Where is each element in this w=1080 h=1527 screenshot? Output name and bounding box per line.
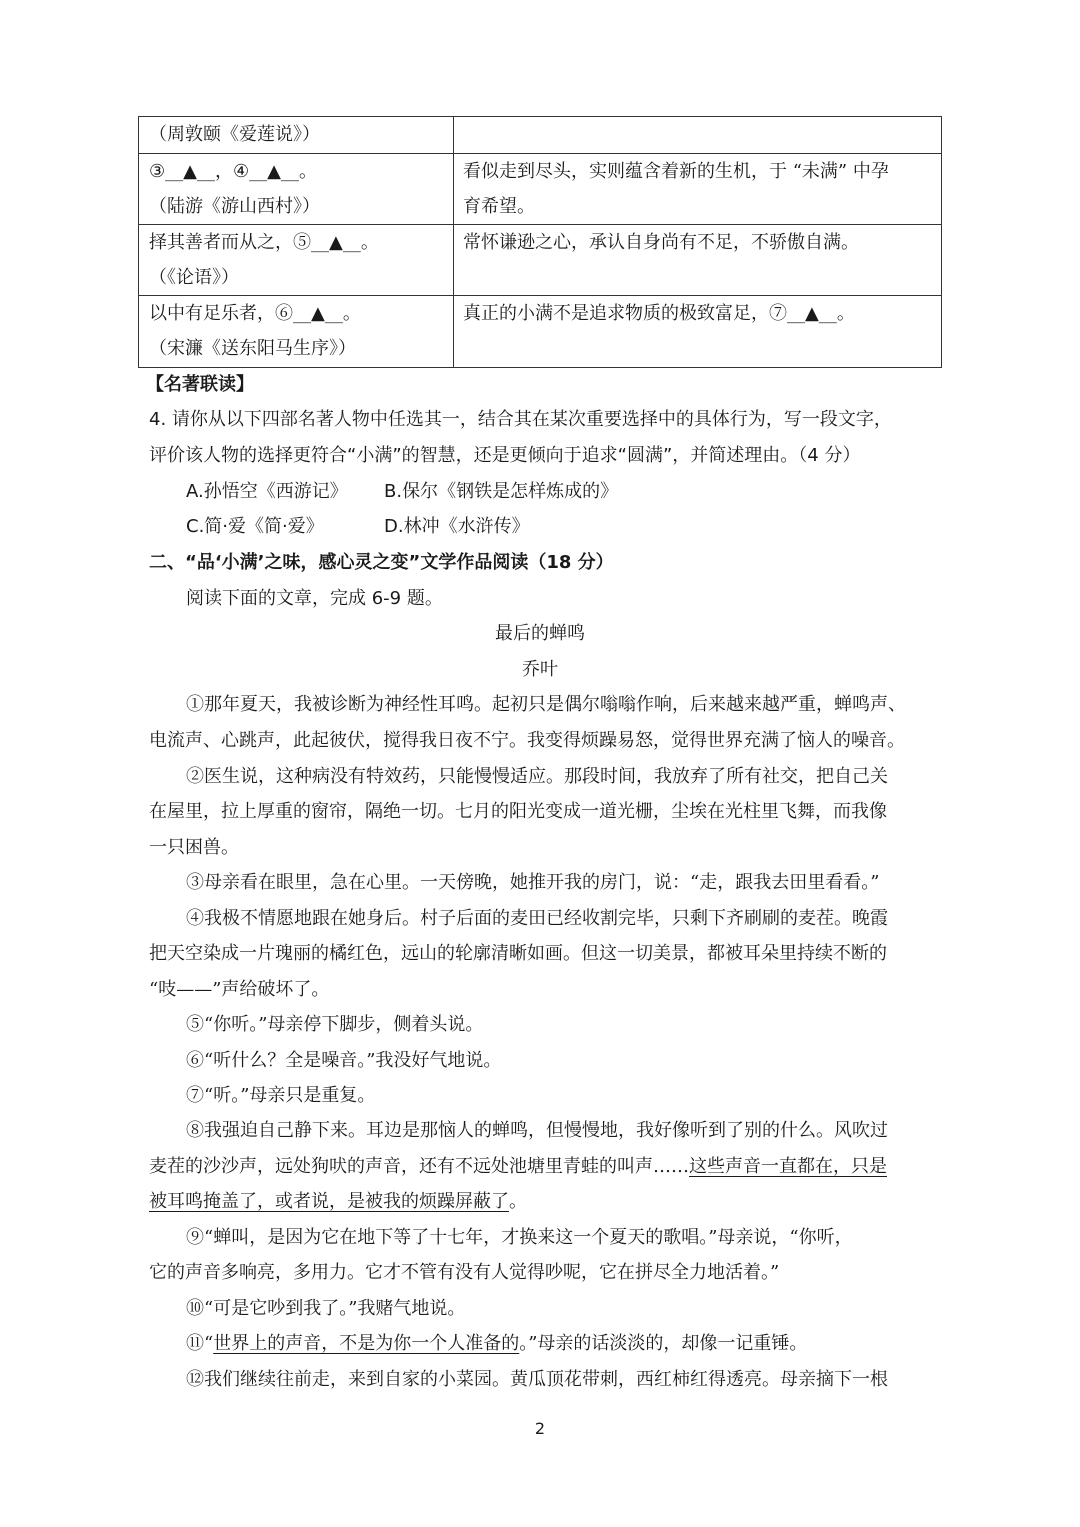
paragraph-line: ⑨“蝉叫，是因为它在地下等了十七年，才换来这一个夏天的歌唱。”母亲说，“你听， bbox=[186, 1227, 853, 1248]
underlined-text: 这些声音一直都在，只是 bbox=[689, 1156, 887, 1177]
paragraph-line: 在屋里，拉上厚重的窗帘，隔绝一切。七月的阳光变成一道光栅，尘埃在光柱里飞舞，而我像 bbox=[149, 801, 887, 822]
paragraph-line bbox=[149, 1189, 527, 1215]
option-c: C.简·爱《简·爱》 bbox=[186, 516, 324, 537]
paragraph-line: ④我极不情愿地跟在她身后。村子后面的麦田已经收割完毕，只剩下齐刷刷的麦茬。晚霞 bbox=[186, 908, 888, 929]
question-4-line: 评价该人物的选择更符合“小满”的智慧，还是更倾向于追求“圆满”，并简述理由。（4 分） bbox=[149, 445, 861, 466]
table-cell bbox=[463, 225, 933, 260]
cell-line: （宋濂《送东阳马生序》） bbox=[149, 338, 356, 359]
cell-line: （《论语》） bbox=[149, 267, 239, 288]
poetry-table bbox=[138, 116, 942, 368]
paragraph-line: 把天空染成一片瑰丽的橘红色，远山的轮廓清晰如画。但这一切美景，都被耳朵里持续不断的 bbox=[149, 943, 887, 964]
table-cell bbox=[463, 296, 933, 331]
underlined-text: 世界上的声音，不是为你一个人准备的 bbox=[213, 1333, 520, 1354]
paragraph-line: ①那年夏天，我被诊断为神经性耳鸣。起初只是偶尔嗡嗡作响，后来越来越严重，蝉鸣声、 bbox=[186, 694, 906, 715]
section-heading: 【名著联读】 bbox=[146, 374, 254, 395]
article-title: 最后的蝉鸣 bbox=[495, 623, 585, 644]
text-span: 。”母亲的话淡淡的，却像一记重锤。 bbox=[519, 1333, 808, 1354]
paragraph-line bbox=[149, 1154, 887, 1180]
paragraph-line: ⑫我们继续往前走，来到自家的小菜园。黄瓜顶花带刺，西红柿红得透亮。母亲摘下一根 bbox=[186, 1369, 888, 1390]
cell-line: （陆游《游山西村》） bbox=[149, 196, 320, 217]
cell-line: 看似走到尽头，实则蕴含着新的生机，于 “未满” 中孕 bbox=[463, 161, 889, 182]
paragraph-line: ②医生说，这种病没有特效药，只能慢慢适应。那段时间，我放弃了所有社交，把自己关 bbox=[186, 766, 888, 787]
text-span: 麦茬的沙沙声，远处狗吠的声音，还有不远处池塘里青蛙的叫声…… bbox=[149, 1156, 689, 1177]
paragraph-line: ⑦“听。”母亲只是重复。 bbox=[186, 1085, 376, 1106]
paragraph-line: 它的声音多响亮，多用力。它才不管有没有人觉得吵呢，它在拼尽全力地活着。” bbox=[149, 1262, 780, 1283]
instruction: 阅读下面的文章，完成 6-9 题。 bbox=[186, 588, 443, 609]
paragraph-line: ⑧我强迫自己静下来。耳边是那恼人的蝉鸣，但慢慢地，我好像听到了别的什么。风吹过 bbox=[186, 1120, 888, 1141]
paragraph-line: ③母亲看在眼里，急在心里。一天傍晚，她推开我的房门，说：“走，跟我去田里看看。” bbox=[186, 872, 880, 893]
text-span: ⑪“ bbox=[186, 1333, 214, 1354]
part-heading: 二、“品‘小满’之味，感心灵之变”文学作品阅读（18 分） bbox=[149, 552, 614, 573]
option-d: D.林冲《水浒传》 bbox=[384, 516, 530, 537]
option-b: B.保尔《钢铁是怎样炼成的》 bbox=[384, 481, 619, 502]
underlined-text: 被耳鸣掩盖了，或者说，是被我的烦躁屏蔽了 bbox=[149, 1191, 509, 1212]
option-a: A.孙悟空《西游记》 bbox=[186, 481, 348, 502]
cell-line: 常怀谦逊之心，承认自身尚有不足，不骄傲自满。 bbox=[463, 232, 859, 253]
paragraph-line: ⑥“听什么？全是噪音。”我没好气地说。 bbox=[186, 1050, 502, 1071]
table-cell bbox=[149, 296, 445, 366]
cell-line: ③__▲__，④__▲__。 bbox=[149, 161, 317, 182]
page-number: 2 bbox=[534, 1419, 546, 1438]
cell-line: 择其善者而从之，⑤__▲__。 bbox=[149, 232, 379, 253]
table-cell bbox=[149, 225, 445, 295]
cell-line: 真正的小满不是追求物质的极致富足，⑦__▲__。 bbox=[463, 303, 855, 324]
cell-line: （周敦颐《爱莲说》） bbox=[149, 124, 320, 145]
table-cell bbox=[149, 117, 445, 152]
paragraph-line: “吱——”声给破坏了。 bbox=[149, 979, 330, 1000]
paragraph-line: 电流声、心跳声，此起彼伏，搅得我日夜不宁。我变得烦躁易怒，觉得世界充满了恼人的噪音。 bbox=[149, 730, 905, 751]
cell-line: 以中有足乐者，⑥__▲__。 bbox=[149, 303, 361, 324]
table-cell bbox=[463, 154, 933, 224]
question-4-line: 4. 请你从以下四部名著人物中任选其一，结合其在某次重要选择中的具体行为，写一段文字， bbox=[149, 409, 892, 430]
table-divider bbox=[453, 117, 454, 367]
paragraph-line: 一只困兽。 bbox=[149, 837, 239, 858]
paragraph-line bbox=[186, 1331, 807, 1357]
paragraph-line: ⑤“你听。”母亲停下脚步，侧着头说。 bbox=[186, 1014, 484, 1035]
article-author: 乔叶 bbox=[522, 659, 558, 680]
text-span: 。 bbox=[509, 1191, 527, 1212]
table-cell bbox=[149, 154, 445, 224]
paragraph-line: ⑩“可是它吵到我了。”我赌气地说。 bbox=[186, 1298, 466, 1319]
cell-line: 育希望。 bbox=[463, 196, 535, 217]
